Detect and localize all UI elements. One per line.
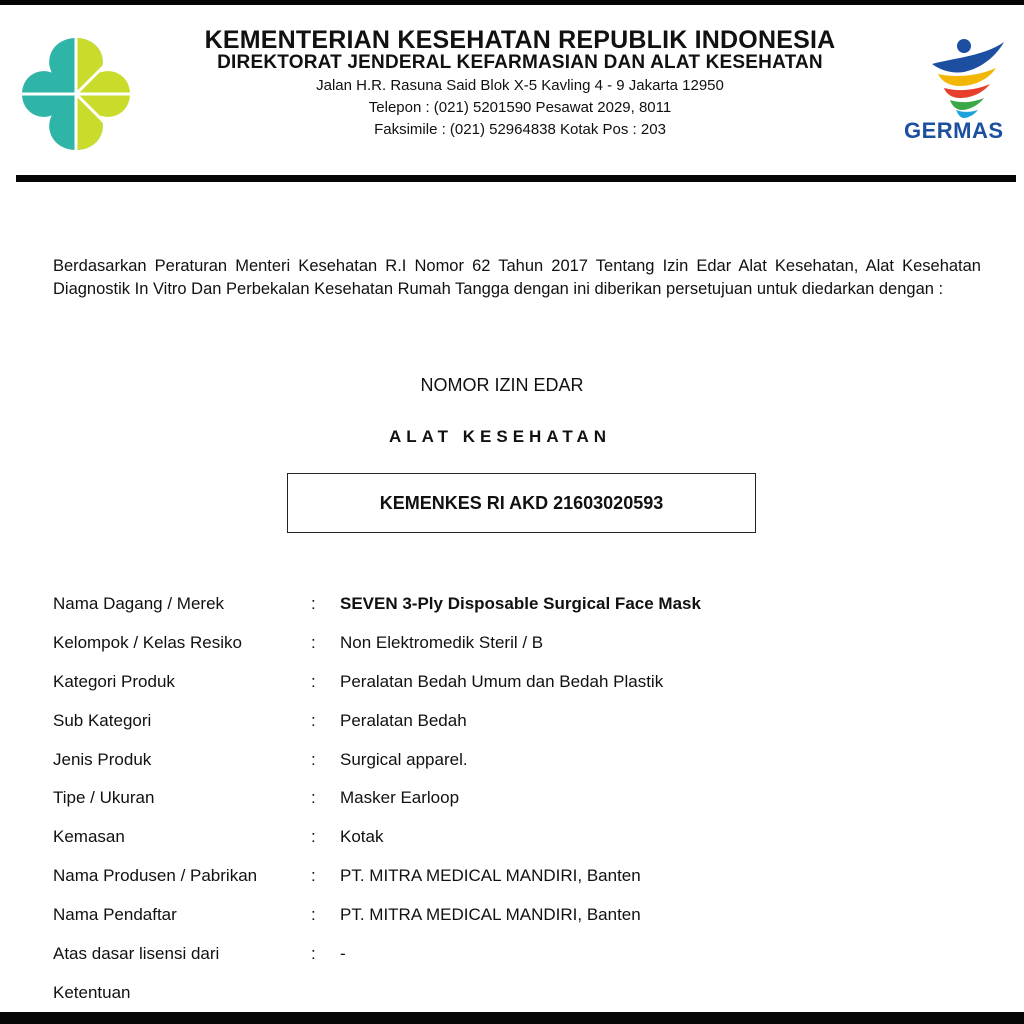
detail-label: Kategori Produk <box>53 671 175 691</box>
top-border <box>0 0 1024 5</box>
detail-row-packaging <box>53 823 993 862</box>
detail-label: Kelompok / Kelas Resiko <box>53 632 242 652</box>
detail-separator: : <box>311 632 316 652</box>
detail-separator: : <box>311 905 316 925</box>
registration-number: KEMENKES RI AKD 21603020593 <box>379 492 664 513</box>
detail-row-license <box>53 940 993 979</box>
address: Jalan H.R. Rasuna Said Blok X-5 Kavling 4 - 9 Jakarta 12950 <box>316 77 724 94</box>
detail-separator: : <box>311 944 316 964</box>
detail-separator: : <box>311 671 316 691</box>
detail-value: Masker Earloop <box>340 788 460 808</box>
detail-separator: : <box>311 788 316 808</box>
detail-label: Nama Pendaftar <box>53 905 177 925</box>
detail-value: Peralatan Bedah <box>340 710 467 730</box>
detail-separator: : <box>311 710 316 730</box>
detail-value: - <box>340 944 346 964</box>
detail-separator: : <box>311 827 316 847</box>
detail-label: Nama Produsen / Pabrikan <box>53 866 258 886</box>
detail-row-size <box>53 784 993 823</box>
detail-separator: : <box>311 749 316 769</box>
registration-number-box <box>287 473 756 533</box>
detail-row-brand <box>53 590 993 629</box>
header-divider <box>16 175 1016 182</box>
detail-label: Kemasan <box>53 827 125 847</box>
nie-label: NOMOR IZIN EDAR <box>420 375 584 395</box>
detail-row-subcategory <box>53 707 993 746</box>
detail-label: Jenis Produk <box>53 749 152 769</box>
fax: Faksimile : (021) 52964838 Kotak Pos : 203 <box>374 121 666 138</box>
ministry-title: KEMENTERIAN KESEHATAN REPUBLIK INDONESIA <box>204 26 836 54</box>
detail-value: Surgical apparel. <box>340 749 468 769</box>
detail-value: Kotak <box>340 827 384 847</box>
bottom-border <box>0 1012 1024 1024</box>
category-title: ALAT KESEHATAN <box>388 427 612 446</box>
phone: Telepon : (021) 5201590 Pesawat 2029, 8011 <box>368 99 672 116</box>
kemenkes-logo-icon <box>18 34 134 154</box>
detail-row-manufacturer <box>53 862 993 901</box>
detail-row-product-type <box>53 746 993 785</box>
detail-row-category <box>53 668 993 707</box>
germas-logo <box>904 34 1024 146</box>
detail-value: PT. MITRA MEDICAL MANDIRI, Banten <box>340 905 641 925</box>
germas-figure-icon <box>904 34 1024 118</box>
detail-separator: : <box>311 866 316 886</box>
detail-label: Sub Kategori <box>53 710 152 730</box>
intro-paragraph: Berdasarkan Peraturan Menteri Kesehatan R.I Nomor 62 Tahun 2017 Tentang Izin Edar Alat Kesehatan, Alat Kesehatan Diagnostik In Vitro Dan Perbekalan Kesehatan Rumah Tangga dengan ini diberikan persetujuan untuk diedarkan dengan : <box>53 257 981 298</box>
detail-separator: : <box>311 594 316 613</box>
details-list <box>53 590 993 1018</box>
detail-value: Non Elektromedik Steril / B <box>340 632 544 652</box>
detail-label: Ketentuan <box>53 982 131 1002</box>
detail-row-registrant <box>53 901 993 940</box>
detail-label: Tipe / Ukuran <box>53 788 155 808</box>
germas-label: GERMAS <box>904 118 1004 143</box>
detail-value: SEVEN 3-Ply Disposable Surgical Face Mask <box>340 594 701 613</box>
directorate-title: DIREKTORAT JENDERAL KEFARMASIAN DAN ALAT KESEHATAN <box>217 52 823 73</box>
detail-value: PT. MITRA MEDICAL MANDIRI, Banten <box>340 866 641 886</box>
detail-label: Atas dasar lisensi dari <box>53 944 220 964</box>
detail-value: Peralatan Bedah Umum dan Bedah Plastik <box>340 671 664 691</box>
detail-row-risk-class <box>53 629 993 668</box>
detail-label: Nama Dagang / Merek <box>53 594 225 613</box>
